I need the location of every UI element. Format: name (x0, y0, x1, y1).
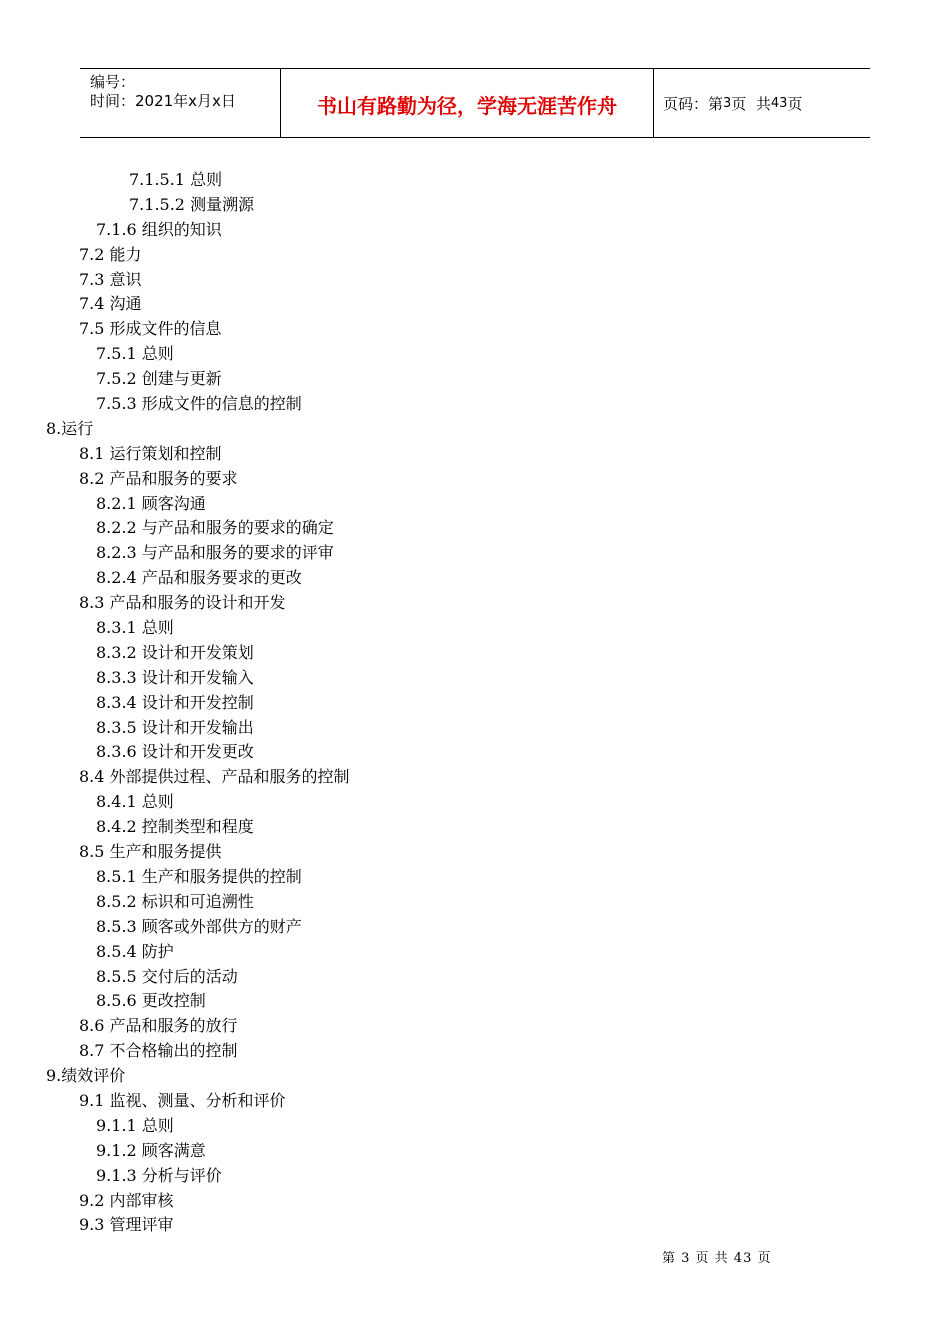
toc-entry: 9.1.2 顾客满意 (96, 1140, 206, 1160)
toc-entry: 8.5.4 防护 (96, 941, 174, 961)
toc-entry: 7.5 形成文件的信息 (79, 319, 222, 339)
header-motto: 书山有路勤为径，学海无涯苦作舟 (281, 69, 654, 137)
toc-entry: 8.7 不合格输出的控制 (79, 1041, 238, 1061)
toc-entry: 8.2.1 顾客沟通 (96, 493, 206, 513)
toc-entry: 9.2 内部审核 (79, 1190, 174, 1210)
toc-entry: 8.6 产品和服务的放行 (79, 1016, 238, 1036)
toc-entry: 8.5.2 标识和可追溯性 (96, 891, 254, 911)
toc-entry: 8.3.3 设计和开发输入 (96, 667, 254, 687)
toc-entry: 7.4 沟通 (79, 294, 142, 314)
toc-entry: 7.1.5.1 总则 (129, 170, 223, 189)
page-header (80, 68, 870, 138)
toc-entry: 8.3.1 总则 (96, 618, 174, 638)
page-total: 43 (770, 95, 788, 111)
page-footer: 第 3 页 共 43 页 (662, 1251, 772, 1266)
toc-entry: 8.2.3 与产品和服务的要求的评审 (96, 543, 334, 563)
toc-entry: 8.2 产品和服务的要求 (79, 468, 238, 488)
toc-entry: 8.1 运行策划和控制 (79, 443, 222, 463)
toc-entry: 8.2.4 产品和服务要求的更改 (96, 568, 302, 588)
toc-entry: 9.1.3 分析与评价 (96, 1165, 222, 1185)
toc-entry: 8.3.4 设计和开发控制 (96, 692, 254, 712)
header-page-info (654, 69, 870, 137)
toc-entry: 9.1 监视、测量、分析和评价 (79, 1090, 286, 1110)
toc-entry: 8.5.1 生产和服务提供的控制 (96, 866, 302, 886)
page-suffix: 页 (787, 94, 803, 113)
toc-entry: 7.1.6 组织的知识 (96, 219, 222, 239)
toc-entry: 8.3.2 设计和开发策划 (96, 642, 254, 662)
toc-entry: 8.运行 (46, 418, 94, 438)
toc-entry: 7.5.3 形成文件的信息的控制 (96, 394, 302, 414)
toc-entry: 8.4 外部提供过程、产品和服务的控制 (79, 767, 350, 787)
toc-entry: 7.5.1 总则 (96, 344, 174, 364)
toc-entry: 8.2.2 与产品和服务的要求的确定 (96, 518, 334, 538)
toc-entry: 8.5.5 交付后的活动 (96, 966, 238, 986)
toc-entry: 8.3.5 设计和开发输出 (96, 717, 254, 737)
toc-entry: 8.5.6 更改控制 (96, 991, 206, 1011)
time-label: 时间：2021年x月x日 (90, 92, 236, 110)
toc-entry: 8.5 生产和服务提供 (79, 842, 222, 862)
toc-entry: 9.1.1 总则 (96, 1115, 174, 1135)
number-label: 编号： (90, 73, 136, 91)
toc-entry: 8.3.6 设计和开发更改 (96, 742, 254, 762)
page-middle: 页 共 (731, 94, 771, 113)
toc-entry: 9.绩效评价 (46, 1066, 126, 1086)
toc-entry: 9.3 管理评审 (79, 1215, 174, 1235)
toc-entry: 8.3 产品和服务的设计和开发 (79, 593, 286, 613)
page-current: 3 (723, 95, 732, 111)
header-meta (80, 69, 281, 137)
toc-entry: 8.4.2 控制类型和程度 (96, 817, 254, 837)
toc-entry: 7.5.2 创建与更新 (96, 369, 222, 389)
toc-entry: 7.2 能力 (79, 244, 142, 264)
table-of-contents (0, 168, 950, 1238)
toc-entry: 8.4.1 总则 (96, 792, 174, 812)
toc-entry: 7.1.5.2 测量溯源 (129, 194, 255, 214)
page-prefix: 页码：第 (663, 94, 724, 113)
toc-entry: 7.3 意识 (79, 269, 142, 289)
toc-entry: 8.5.3 顾客或外部供方的财产 (96, 916, 302, 936)
